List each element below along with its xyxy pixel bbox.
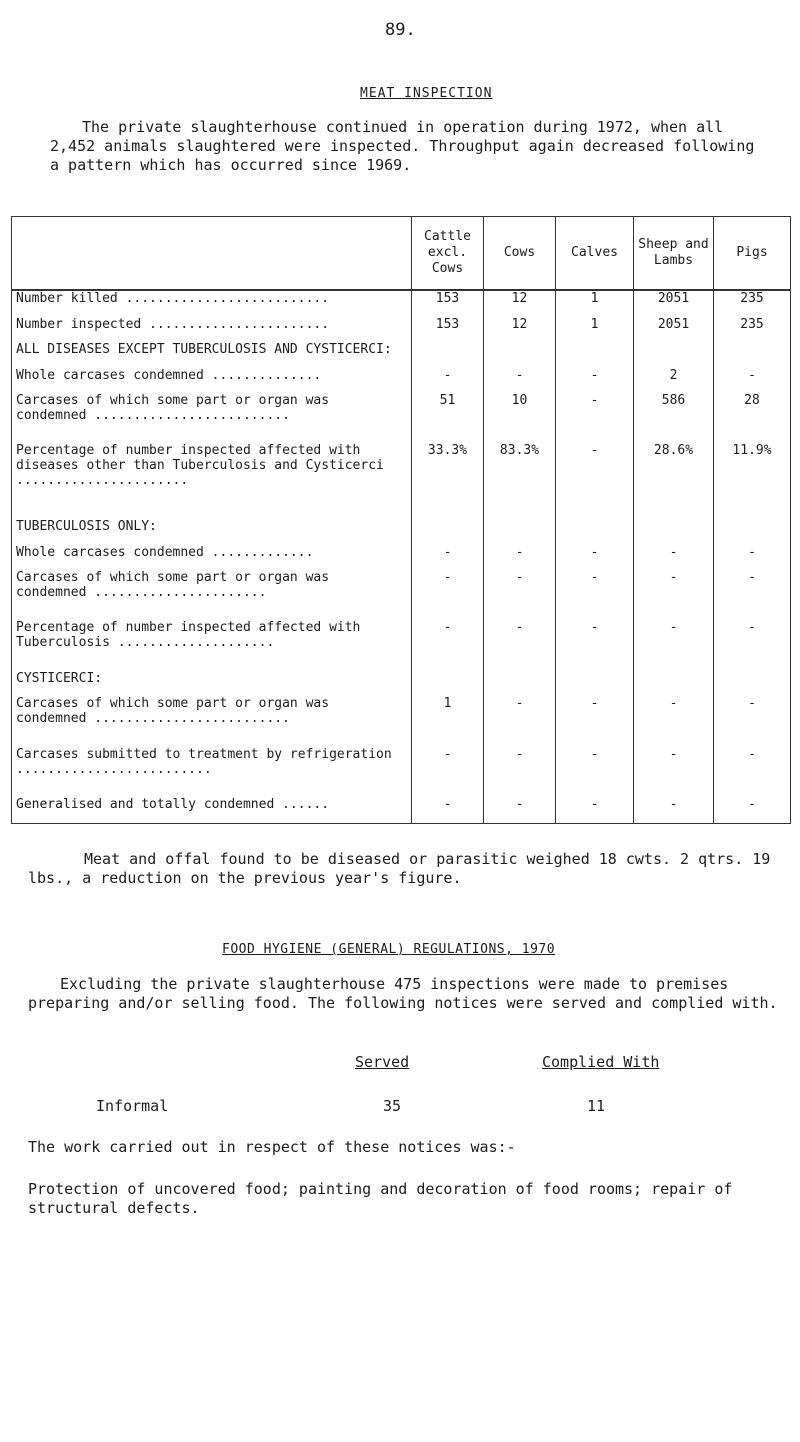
table-cell: [634, 342, 714, 367]
table-cell: 2: [634, 368, 714, 393]
table-cell: 235: [714, 317, 791, 342]
row-label: Percentage of number inspected affected with Tuberculosis ....................: [12, 620, 412, 671]
row-label: Whole carcases condemned ..............: [12, 368, 412, 393]
table-cell: -: [556, 696, 634, 747]
section-heading: ALL DISEASES EXCEPT TUBERCULOSIS AND CYSTICERCI:: [12, 342, 412, 367]
table-row: [12, 317, 791, 342]
table-cell: -: [634, 570, 714, 621]
table-cell: -: [634, 747, 714, 798]
table-cell: -: [634, 696, 714, 747]
table-cell: [412, 519, 484, 544]
table-cell: -: [714, 545, 791, 570]
complied-count: 11: [587, 1097, 606, 1115]
table-cell: [714, 342, 791, 367]
table-row: [12, 671, 791, 696]
table-cell: 33.3%: [412, 443, 484, 519]
table-cell: -: [484, 747, 556, 798]
row-label: Carcases of which some part or organ was condemned .........................: [12, 696, 412, 747]
row-label: Carcases submitted to treatment by refrigeration .........................: [12, 747, 412, 798]
table-cell: [714, 519, 791, 544]
table-cell: -: [412, 368, 484, 393]
section-heading: CYSTICERCI:: [12, 671, 412, 696]
table-cell: 235: [714, 290, 791, 317]
table-cell: 12: [484, 317, 556, 342]
header-label-cell: [12, 217, 412, 291]
table-cell: [484, 671, 556, 696]
table-row: [12, 290, 791, 317]
table-cell: -: [714, 747, 791, 798]
table-cell: [714, 671, 791, 696]
table-cell: -: [556, 443, 634, 519]
table-cell: 10: [484, 393, 556, 444]
table-cell: -: [484, 545, 556, 570]
row-label: Number killed ..........................: [12, 290, 412, 317]
table-cell: -: [412, 747, 484, 798]
table-cell: 2051: [634, 290, 714, 317]
table-cell: 51: [412, 393, 484, 444]
food-hygiene-paragraph: [28, 975, 793, 1013]
row-label: Carcases of which some part or organ was condemned .........................: [12, 393, 412, 444]
row-label: Percentage of number inspected affected with diseases other than Tuberculosis and Cysticerci ......................: [12, 443, 412, 519]
table-cell: [412, 342, 484, 367]
table-cell: -: [714, 368, 791, 393]
table-row: [12, 570, 791, 621]
page-number: 89.: [385, 20, 416, 40]
table-cell: -: [556, 368, 634, 393]
table-cell: -: [412, 797, 484, 823]
food-hygiene-heading: FOOD HYGIENE (GENERAL) REGULATIONS, 1970: [222, 942, 556, 957]
table-cell: [412, 671, 484, 696]
table-cell: 28.6%: [634, 443, 714, 519]
table-cell: -: [634, 797, 714, 823]
table-row: [12, 368, 791, 393]
table-cell: -: [484, 797, 556, 823]
table-cell: -: [714, 797, 791, 823]
table-cell: -: [634, 545, 714, 570]
table-cell: [556, 519, 634, 544]
table-cell: [634, 671, 714, 696]
intro-text: The private slaughterhouse continued in operation during 1972, when all 2,452 animals slaughtered were inspected. Throughput again decreased following a pattern which has occurred since 1969.: [50, 118, 755, 174]
notice-type-label: Informal: [96, 1097, 169, 1115]
table-cell: -: [714, 620, 791, 671]
closing-text: Meat and offal found to be diseased or parasitic weighed 18 cwts. 2 qtrs. 19 lbs., a reduction on the previous year's figure.: [28, 850, 771, 887]
table-cell: -: [714, 570, 791, 621]
section-heading: TUBERCULOSIS ONLY:: [12, 519, 412, 544]
table-row: [12, 519, 791, 544]
table-cell: 2051: [634, 317, 714, 342]
table-cell: 153: [412, 290, 484, 317]
table-row: [12, 545, 791, 570]
header-sheep: Sheep and Lambs: [634, 217, 714, 291]
table-cell: [556, 671, 634, 696]
complied-header: Complied With: [542, 1053, 660, 1071]
table-cell: 11.9%: [714, 443, 791, 519]
table-cell: 1: [412, 696, 484, 747]
row-label: Whole carcases condemned .............: [12, 545, 412, 570]
table-row: [12, 342, 791, 367]
table-cell: 1: [556, 317, 634, 342]
work-list: Protection of uncovered food; painting and decoration of food rooms; repair of structural defects.: [28, 1180, 733, 1217]
table-cell: 12: [484, 290, 556, 317]
intro-paragraph: [50, 118, 770, 175]
table-cell: -: [714, 696, 791, 747]
row-label: Generalised and totally condemned ......: [12, 797, 412, 823]
table-cell: -: [484, 368, 556, 393]
page-title: MEAT INSPECTION: [360, 86, 493, 101]
served-count: 35: [383, 1097, 402, 1115]
table-cell: -: [556, 747, 634, 798]
table-cell: -: [484, 620, 556, 671]
table-cell: [484, 342, 556, 367]
table-cell: -: [556, 393, 634, 444]
table-row: [12, 620, 791, 671]
table-cell: [484, 519, 556, 544]
table-cell: [556, 342, 634, 367]
table-row: [12, 797, 791, 823]
inspection-table: [11, 216, 791, 824]
table-cell: -: [556, 620, 634, 671]
table-cell: -: [634, 620, 714, 671]
table-cell: 586: [634, 393, 714, 444]
header-cows: Cows: [484, 217, 556, 291]
table-cell: 83.3%: [484, 443, 556, 519]
table-cell: -: [556, 545, 634, 570]
table-cell: -: [412, 545, 484, 570]
row-label: Carcases of which some part or organ was condemned ......................: [12, 570, 412, 621]
header-cattle: Cattle excl. Cows: [412, 217, 484, 291]
table-cell: -: [412, 570, 484, 621]
table-row: [12, 443, 791, 519]
food-hygiene-text: Excluding the private slaughterhouse 475 inspections were made to premises preparing and/or selling food. The following notices were served and complied with.: [28, 975, 778, 1012]
table-row: [12, 747, 791, 798]
closing-paragraph: [28, 850, 788, 888]
header-calves: Calves: [556, 217, 634, 291]
table-cell: -: [484, 696, 556, 747]
table-cell: -: [412, 620, 484, 671]
table-cell: 1: [556, 290, 634, 317]
table-cell: -: [556, 797, 634, 823]
table-cell: [634, 519, 714, 544]
table-row: [12, 393, 791, 444]
table-cell: -: [556, 570, 634, 621]
row-label: Number inspected .......................: [12, 317, 412, 342]
table-cell: 153: [412, 317, 484, 342]
table-header-row: [12, 217, 791, 291]
table-cell: -: [484, 570, 556, 621]
header-pigs: Pigs: [714, 217, 791, 291]
table-cell: 28: [714, 393, 791, 444]
table-row: [12, 696, 791, 747]
work-intro: The work carried out in respect of these notices was:-: [28, 1138, 516, 1156]
served-header: Served: [355, 1053, 410, 1071]
